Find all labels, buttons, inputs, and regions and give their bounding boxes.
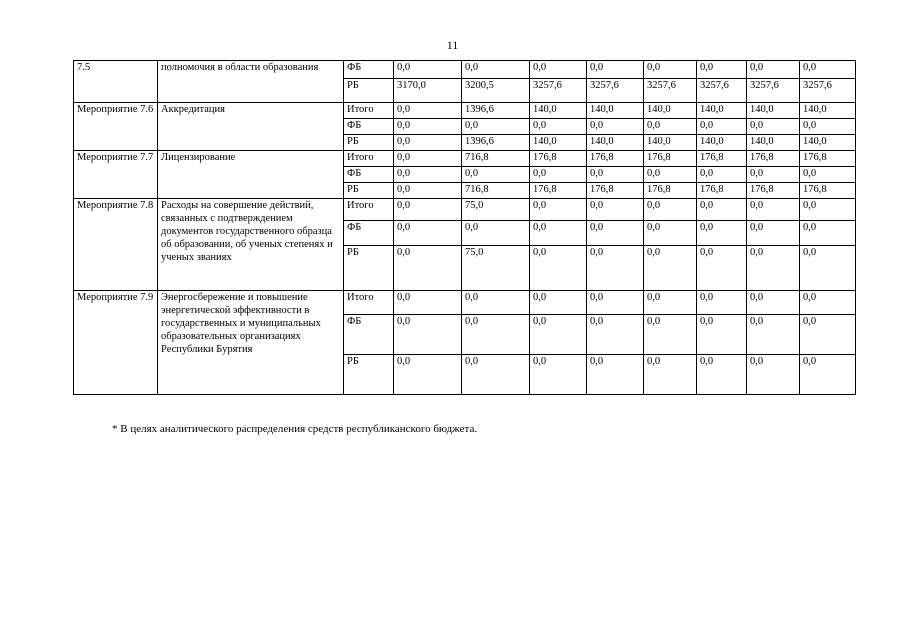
- table-row: [74, 103, 856, 119]
- value-cell: 0,0: [644, 315, 697, 355]
- value-cell: 0,0: [747, 355, 800, 395]
- value-cell: 0,0: [697, 355, 747, 395]
- value-cell: 140,0: [800, 103, 856, 119]
- value-cell: 176,8: [697, 151, 747, 167]
- value-cell: 0,0: [644, 167, 697, 183]
- value-cell: 0,0: [697, 61, 747, 79]
- table-row: [74, 199, 856, 221]
- value-cell: 140,0: [530, 103, 587, 119]
- activity-name-cell: Расходы на совершение действий, связанных с подтверждением документов государственного образца об образовании, об ученых степенях и ученых званиях: [158, 199, 344, 291]
- funding-source-cell: ФБ: [344, 315, 394, 355]
- funding-source-cell: ФБ: [344, 119, 394, 135]
- value-cell: 0,0: [644, 291, 697, 315]
- funding-source-cell: Итого: [344, 151, 394, 167]
- funding-source-cell: РБ: [344, 79, 394, 103]
- value-cell: 0,0: [462, 61, 530, 79]
- value-cell: 0,0: [644, 119, 697, 135]
- funding-source-cell: Итого: [344, 291, 394, 315]
- value-cell: 0,0: [697, 315, 747, 355]
- activity-code-cell: Мероприятие 7.9: [74, 291, 158, 395]
- value-cell: 0,0: [697, 246, 747, 291]
- value-cell: 140,0: [587, 103, 644, 119]
- value-cell: 0,0: [462, 291, 530, 315]
- value-cell: 0,0: [587, 355, 644, 395]
- funding-source-cell: РБ: [344, 246, 394, 291]
- value-cell: 0,0: [530, 199, 587, 221]
- value-cell: 75,0: [462, 199, 530, 221]
- value-cell: 0,0: [587, 221, 644, 246]
- value-cell: 0,0: [394, 315, 462, 355]
- value-cell: 0,0: [697, 291, 747, 315]
- value-cell: 0,0: [747, 199, 800, 221]
- value-cell: 176,8: [697, 183, 747, 199]
- funding-source-cell: Итого: [344, 103, 394, 119]
- value-cell: 0,0: [462, 167, 530, 183]
- value-cell: 0,0: [394, 103, 462, 119]
- value-cell: 3257,6: [800, 79, 856, 103]
- value-cell: 1396,6: [462, 103, 530, 119]
- funding-source-cell: РБ: [344, 355, 394, 395]
- value-cell: 0,0: [587, 315, 644, 355]
- value-cell: 0,0: [394, 246, 462, 291]
- value-cell: 176,8: [644, 183, 697, 199]
- funding-source-cell: ФБ: [344, 167, 394, 183]
- value-cell: 140,0: [747, 103, 800, 119]
- value-cell: 0,0: [644, 61, 697, 79]
- footnote: * В целях аналитического распределения средств республиканского бюджета.: [112, 423, 478, 435]
- value-cell: 0,0: [697, 221, 747, 246]
- value-cell: 3257,6: [587, 79, 644, 103]
- value-cell: 0,0: [462, 355, 530, 395]
- value-cell: 140,0: [747, 135, 800, 151]
- value-cell: 0,0: [747, 61, 800, 79]
- value-cell: 0,0: [394, 135, 462, 151]
- value-cell: 140,0: [697, 135, 747, 151]
- funding-source-cell: ФБ: [344, 221, 394, 246]
- value-cell: 0,0: [394, 291, 462, 315]
- value-cell: 0,0: [800, 221, 856, 246]
- value-cell: 0,0: [587, 119, 644, 135]
- value-cell: 176,8: [747, 151, 800, 167]
- value-cell: 0,0: [530, 315, 587, 355]
- funding-source-cell: Итого: [344, 199, 394, 221]
- value-cell: 0,0: [747, 119, 800, 135]
- value-cell: 176,8: [587, 183, 644, 199]
- activity-name-cell: Аккредитация: [158, 103, 344, 151]
- value-cell: 0,0: [697, 199, 747, 221]
- value-cell: 0,0: [747, 291, 800, 315]
- value-cell: 3200,5: [462, 79, 530, 103]
- value-cell: 0,0: [800, 199, 856, 221]
- value-cell: 0,0: [530, 221, 587, 246]
- value-cell: 0,0: [800, 61, 856, 79]
- value-cell: 176,8: [644, 151, 697, 167]
- activity-code-cell: Мероприятие 7.8: [74, 199, 158, 291]
- value-cell: 0,0: [800, 291, 856, 315]
- value-cell: 1396,6: [462, 135, 530, 151]
- activity-name-cell: Лицензирование: [158, 151, 344, 199]
- value-cell: 3257,6: [530, 79, 587, 103]
- value-cell: 176,8: [800, 151, 856, 167]
- value-cell: 0,0: [394, 221, 462, 246]
- value-cell: 0,0: [644, 355, 697, 395]
- value-cell: 0,0: [747, 221, 800, 246]
- value-cell: 0,0: [747, 315, 800, 355]
- value-cell: 0,0: [800, 246, 856, 291]
- value-cell: 0,0: [697, 119, 747, 135]
- value-cell: 0,0: [587, 167, 644, 183]
- value-cell: 176,8: [530, 183, 587, 199]
- value-cell: 140,0: [644, 103, 697, 119]
- funding-source-cell: РБ: [344, 135, 394, 151]
- value-cell: 75,0: [462, 246, 530, 291]
- activity-name-cell: Энергосбережение и повышение энергетической эффективности в государственных и муниципальных образовательных организациях Республики Бурятия: [158, 291, 344, 395]
- value-cell: 0,0: [800, 119, 856, 135]
- value-cell: 0,0: [394, 61, 462, 79]
- value-cell: 0,0: [462, 315, 530, 355]
- value-cell: 3170,0: [394, 79, 462, 103]
- value-cell: 0,0: [394, 151, 462, 167]
- value-cell: 0,0: [587, 291, 644, 315]
- table-row: [74, 61, 856, 79]
- value-cell: 0,0: [800, 315, 856, 355]
- value-cell: 3257,6: [697, 79, 747, 103]
- value-cell: 0,0: [462, 119, 530, 135]
- value-cell: 176,8: [747, 183, 800, 199]
- funding-source-cell: ФБ: [344, 61, 394, 79]
- value-cell: 0,0: [394, 167, 462, 183]
- value-cell: 0,0: [747, 167, 800, 183]
- value-cell: 0,0: [394, 183, 462, 199]
- value-cell: 140,0: [587, 135, 644, 151]
- value-cell: 0,0: [587, 199, 644, 221]
- value-cell: 0,0: [530, 355, 587, 395]
- value-cell: 0,0: [697, 167, 747, 183]
- activity-code-cell: Мероприятие 7.7: [74, 151, 158, 199]
- value-cell: 0,0: [394, 199, 462, 221]
- value-cell: 0,0: [462, 221, 530, 246]
- table-row: [74, 151, 856, 167]
- value-cell: 140,0: [800, 135, 856, 151]
- value-cell: 0,0: [394, 119, 462, 135]
- activity-code-cell: Мероприятие 7.6: [74, 103, 158, 151]
- value-cell: 0,0: [530, 119, 587, 135]
- value-cell: 0,0: [530, 246, 587, 291]
- value-cell: 0,0: [800, 355, 856, 395]
- funding-source-cell: РБ: [344, 183, 394, 199]
- value-cell: 176,8: [800, 183, 856, 199]
- value-cell: 3257,6: [644, 79, 697, 103]
- value-cell: 176,8: [530, 151, 587, 167]
- value-cell: 0,0: [530, 291, 587, 315]
- value-cell: 0,0: [587, 61, 644, 79]
- value-cell: 3257,6: [747, 79, 800, 103]
- value-cell: 176,8: [587, 151, 644, 167]
- value-cell: 140,0: [644, 135, 697, 151]
- value-cell: 716,8: [462, 183, 530, 199]
- value-cell: 140,0: [697, 103, 747, 119]
- value-cell: 0,0: [644, 246, 697, 291]
- value-cell: 0,0: [530, 167, 587, 183]
- value-cell: 140,0: [530, 135, 587, 151]
- budget-table: [73, 60, 856, 395]
- table-body: [74, 61, 856, 395]
- value-cell: 0,0: [800, 167, 856, 183]
- value-cell: 0,0: [747, 246, 800, 291]
- value-cell: 0,0: [644, 221, 697, 246]
- value-cell: 0,0: [587, 246, 644, 291]
- activity-code-cell: 7.5: [74, 61, 158, 103]
- activity-name-cell: полномочия в области образования: [158, 61, 344, 103]
- value-cell: 716,8: [462, 151, 530, 167]
- value-cell: 0,0: [394, 355, 462, 395]
- page-number: 11: [446, 38, 459, 52]
- value-cell: 0,0: [644, 199, 697, 221]
- table-row: [74, 291, 856, 315]
- value-cell: 0,0: [530, 61, 587, 79]
